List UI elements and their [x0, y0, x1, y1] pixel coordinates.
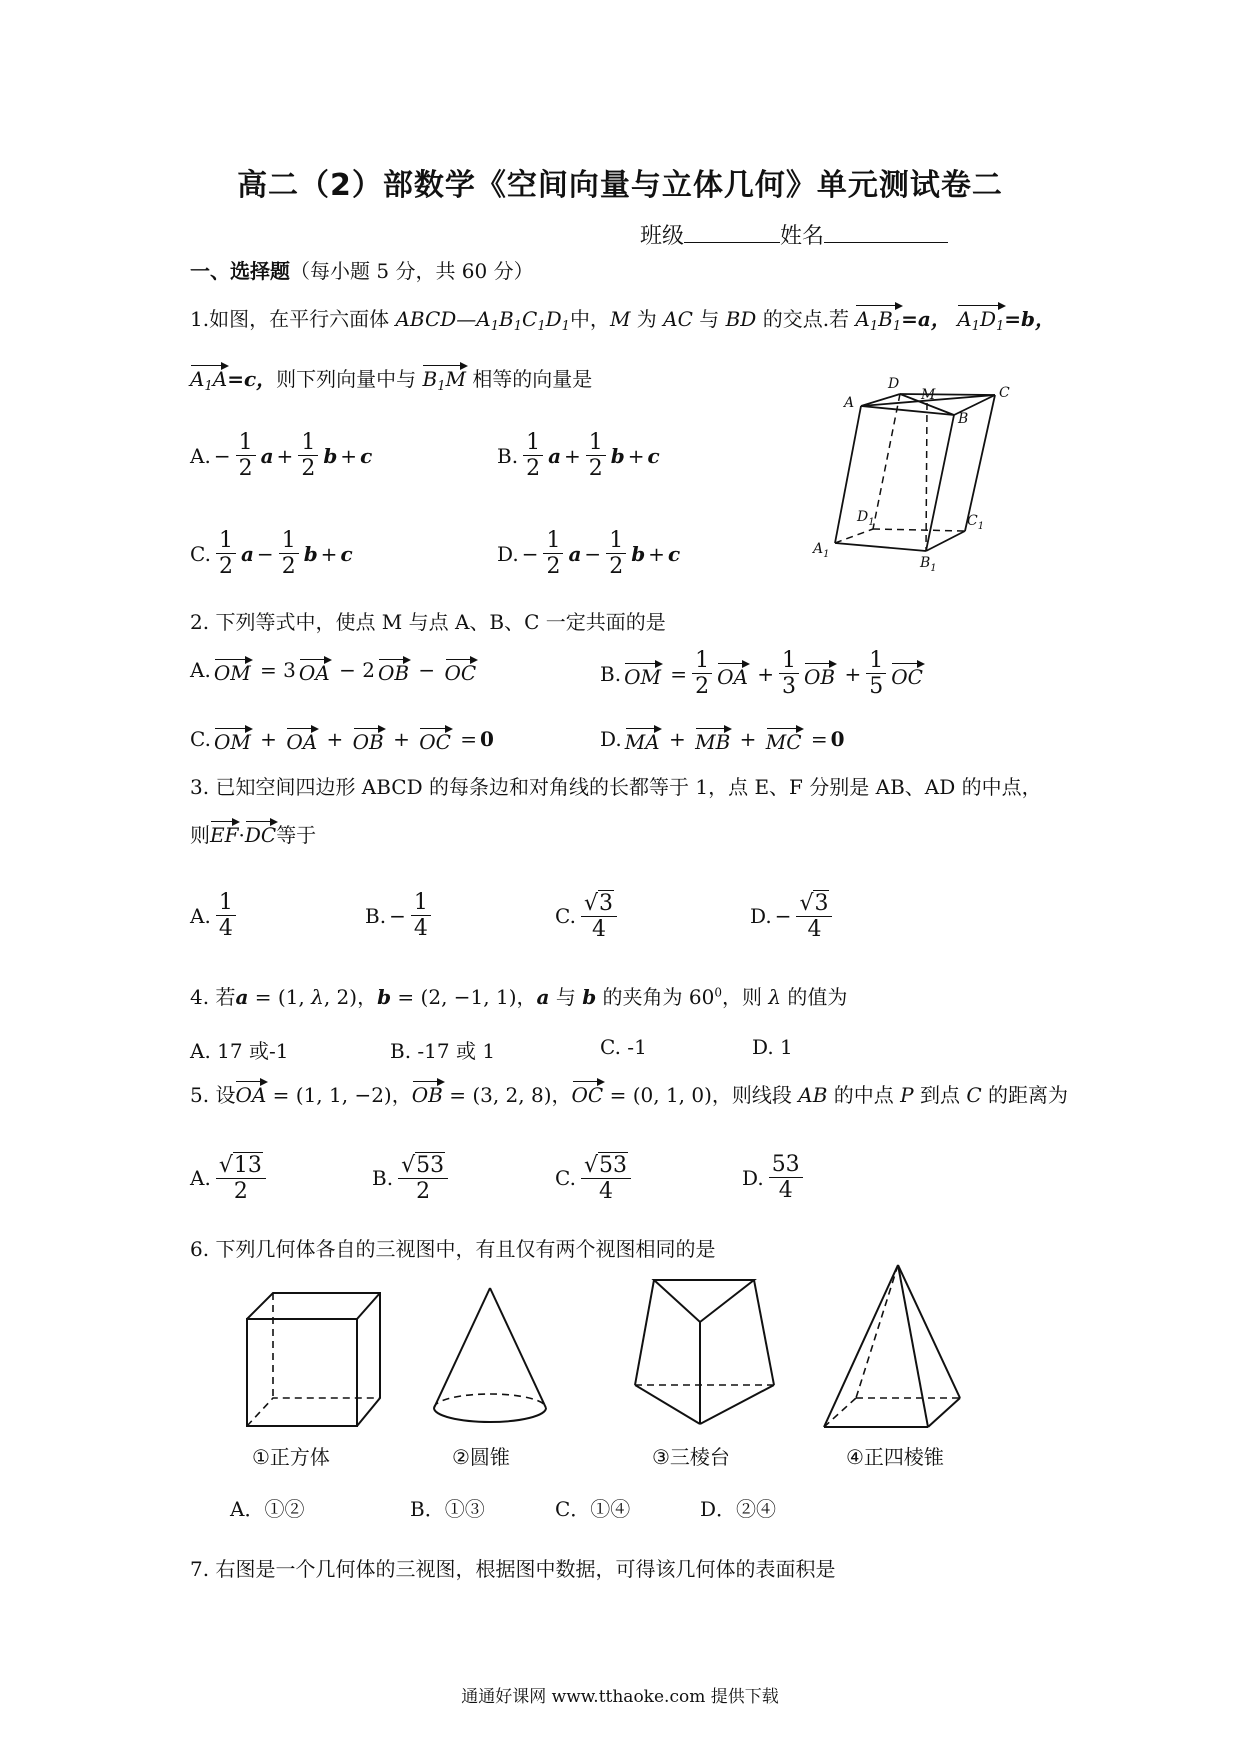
q4-option-c[interactable]: C. -1: [600, 1035, 647, 1059]
q6-text: 6. 下列几何体各自的三视图中，有且仅有两个视图相同的是: [190, 1237, 716, 1261]
label-b: B: [958, 411, 969, 427]
q3-option-a[interactable]: A. $\frac{1}{4}$: [190, 890, 238, 942]
label-b1: $B_1$: [920, 555, 937, 574]
q1-number: 1.: [190, 307, 210, 331]
caption-cube: ①正方体: [252, 1445, 330, 1469]
q1-solid: $ABCD—A_1B_1C_1D_1$: [395, 307, 570, 334]
square-pyramid-figure: [820, 1262, 970, 1432]
q1-text-c: 为: [636, 307, 657, 331]
student-info: [640, 222, 948, 250]
label-c: C: [999, 385, 1010, 401]
q1-line2: [190, 362, 592, 393]
q2-option-d[interactable]: D. MA + MB + MC = 0: [600, 726, 845, 754]
q1-text-d: 与: [699, 307, 720, 331]
q1-bd: BD: [725, 307, 757, 331]
q1-line1: [190, 302, 1055, 335]
cube-figure: [240, 1290, 390, 1430]
q1-text-e: 的交点.若: [762, 307, 850, 331]
q1-option-d[interactable]: D. − $\frac{1}{2}$ a − $\frac{1}{2}$ b + c: [497, 528, 681, 580]
q6-option-c[interactable]: C．①④: [555, 1497, 631, 1521]
label-m: M: [921, 387, 936, 403]
q1-option-a[interactable]: A. − $\frac{1}{2}$ a + $\frac{1}{2}$ b + c: [190, 430, 373, 482]
q2-option-c[interactable]: C. OM + OA + OB + OC = 0: [190, 726, 494, 754]
q3-line1: 3. 已知空间四边形 ABCD 的每条边和对角线的长都等于 1，点 E、F 分别是 AB、AD 的中点，: [190, 775, 1042, 799]
caption-cone: ②圆锥: [452, 1445, 510, 1469]
section-label: 一、选择题: [190, 259, 290, 283]
q5-option-d[interactable]: D. $\frac{53}{4}$: [742, 1152, 805, 1204]
caption-frustum: ③三棱台: [652, 1445, 730, 1469]
vec-b1m: $B_1M$: [422, 362, 465, 393]
q6-option-d[interactable]: D．②④: [700, 1497, 777, 1521]
q1-text-g: 相等的向量是: [472, 367, 593, 391]
q1-text: 如图，在平行六面体: [209, 307, 390, 331]
q5-option-c[interactable]: C. $\frac{√53}{4}$: [555, 1152, 633, 1205]
q1-eq-c: =c，: [227, 367, 277, 391]
q1-eq-a: =a，: [901, 307, 951, 331]
page-title: 高二（2）部数学《空间向量与立体几何》单元测试卷二: [237, 168, 1003, 203]
label-a1: $A_1$: [813, 541, 830, 560]
class-blank[interactable]: [684, 222, 780, 243]
q1-point-m: M: [609, 307, 631, 331]
vec-a1d1: $A_1D_1$: [957, 302, 1004, 333]
label-d: D: [888, 376, 900, 392]
q5-option-a[interactable]: A. $\frac{√13}{2}$: [190, 1152, 268, 1205]
q1-option-c[interactable]: C. $\frac{1}{2}$ a − $\frac{1}{2}$ b + c: [190, 528, 353, 580]
q5-text: 5. 设OA = (1, 1, −2)，OB = (3, 2, 8)，OC = (0, 1, 0)，则线段 AB 的中点 P 到点 C 的距离为: [190, 1078, 1068, 1107]
section-heading: [190, 255, 534, 284]
q1-text-b: 中，: [569, 307, 610, 331]
label-d1: $D_1$: [857, 509, 875, 528]
footer: 通通好课网 www.tthaoke.com 提供下载: [461, 1687, 779, 1707]
q3-option-b[interactable]: B. − $\frac{1}{4}$: [365, 890, 433, 942]
triangular-frustum-figure: [630, 1272, 780, 1432]
q3-option-d[interactable]: D. − $\frac{√3}{4}$: [750, 890, 834, 943]
q2-option-a[interactable]: A. OM = 3 OA − 2 OB − OC: [190, 657, 477, 685]
section-note: （每小题 5 分，共 60 分）: [290, 259, 534, 283]
q3-option-c[interactable]: C. $\frac{√3}{4}$: [555, 890, 619, 943]
label-c1: $C_1$: [967, 513, 985, 532]
q1-ac: AC: [663, 307, 693, 331]
vec-a1a: $A_1A$: [190, 362, 227, 393]
q2-text: 2. 下列等式中，使点 M 与点 A、B、C 一定共面的是: [190, 610, 666, 634]
q1-text-f: 则下列向量中与: [276, 367, 417, 391]
q4-option-b[interactable]: B. -17 或 1: [390, 1039, 496, 1063]
q1-option-b[interactable]: B. $\frac{1}{2}$ a + $\frac{1}{2}$ b + c: [497, 430, 660, 482]
q2-option-b[interactable]: B. OM = $\frac{1}{2}$ OA + $\frac{1}{3}$ OB + $\frac{1}{5}$ OC: [600, 648, 923, 700]
class-label: 班级: [640, 224, 685, 249]
q4-option-a[interactable]: A. 17 或-1: [190, 1039, 289, 1063]
cone-figure: [430, 1286, 550, 1434]
q6-option-a[interactable]: A．①②: [230, 1497, 305, 1521]
q4-text: 4. 若a = (1, λ, 2)，b = (2, −1, 1)，a 与 b 的夹角为 $60^0$，则 λ 的值为: [190, 985, 848, 1009]
label-a: A: [844, 395, 855, 411]
q4-option-d[interactable]: D. 1: [752, 1035, 793, 1059]
q1-eq-b: =b，: [1004, 307, 1056, 331]
q7-text: 7. 右图是一个几何体的三视图，根据图中数据，可得该几何体的表面积是: [190, 1557, 836, 1581]
q6-option-b[interactable]: B．①③: [410, 1497, 485, 1521]
caption-pyramid: ④正四棱锥: [846, 1445, 944, 1469]
q3-line2: 则EF·DC等于: [190, 818, 316, 847]
q5-option-b[interactable]: B. $\frac{√53}{2}$: [372, 1152, 450, 1205]
parallelepiped-figure: [800, 375, 1020, 575]
name-blank[interactable]: [824, 222, 948, 243]
name-label: 姓名: [780, 224, 825, 249]
vec-a1b1: $A_1B_1$: [855, 302, 901, 333]
